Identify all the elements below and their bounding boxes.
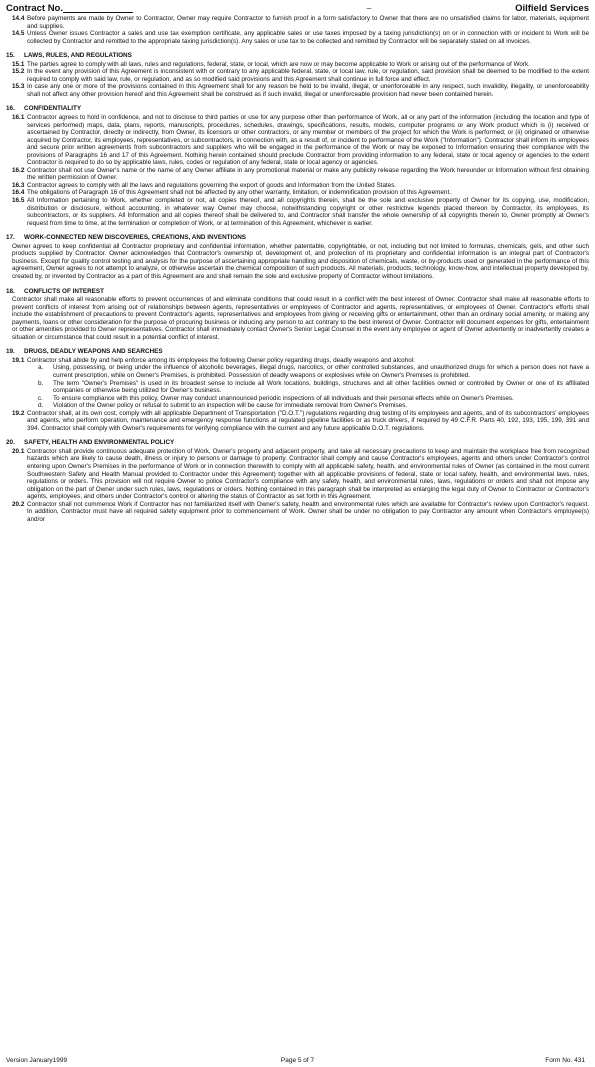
- section-2: [6, 105, 589, 227]
- paragraph-number: 16.3: [12, 181, 25, 189]
- section-number: 16.: [6, 105, 15, 113]
- paragraph-number: 14.4: [12, 15, 25, 22]
- paragraph-number: 19.1: [12, 356, 25, 364]
- section-number: 15.: [6, 52, 15, 60]
- paragraph-number: 15.3: [12, 83, 25, 91]
- paragraph: [6, 182, 589, 190]
- paragraph-number: 19.2: [12, 409, 25, 417]
- paragraph: [6, 30, 589, 45]
- section-title: [6, 52, 589, 60]
- paragraph-number: 20.2: [12, 500, 25, 508]
- paragraph: [6, 197, 589, 227]
- footer-version: Version January1999: [6, 1057, 68, 1064]
- handwritten-mark: ⌣: [366, 3, 372, 13]
- paragraph: [6, 167, 589, 182]
- section-number: 20.: [6, 439, 15, 447]
- sub-item-letter: a.: [38, 364, 44, 372]
- paragraph: [6, 357, 589, 365]
- paragraph: [6, 83, 589, 98]
- sub-item-text: To ensure compliance with this policy, Owner may conduct unannounced periodic inspections of all individuals and their personal effects while on Owner's Premises.: [53, 394, 514, 402]
- paragraph: [6, 114, 589, 167]
- paragraph-text: Contractor shall, at its own cost, comply with all applicable Department of Transportation ("D.O.T.") regulations regarding drug testing of its employees and agents, and of its subcontractors' employees and agents, who perform operation, maintenance and emergency response functions at regulated pipeline facilities or as truck drivers, if required by 49 C.F.R. Parts 40, 192, 193, 195, 199, 391 and 394. Contractor shall comply with Owner's requirements for verifying compliance with the current and any future applicable D.O.T. regulations.: [27, 409, 589, 432]
- paragraph-number: 20.1: [12, 447, 25, 455]
- paragraph-text: The parties agree to comply with all laws, rules and regulations, federal, state, or local, which are now or may become applicable to Work or arising out of the performance of Work.: [27, 60, 530, 68]
- sub-item-letter: b.: [38, 379, 44, 387]
- sub-item: [32, 395, 589, 403]
- section-title: [6, 439, 589, 447]
- section-1: [6, 52, 589, 98]
- company-name: Oilfield Services: [515, 3, 589, 14]
- paragraph-text: In the event any provision of this Agreement is inconsistent with or contrary to any applicable federal, state, or local law, rule, or regulation, said provision shall be deemed to be modified to the extent required to comply with said law, rule, or regulation, and as so modified said provisions and this Agreement shall continue in full force and effect.: [27, 68, 589, 83]
- footer-page-number: Page 5 of 7: [280, 1057, 315, 1064]
- contract-number-line: [63, 12, 133, 13]
- sub-item: [32, 364, 589, 379]
- paragraph-number: 14.5: [12, 30, 25, 38]
- section-heading: CONFLICTS OF INTEREST: [24, 287, 105, 295]
- paragraph-text: Contractor shall abide by and help enforce among its employees the following Owner policy regarding drugs, deadly weapons and alcohol:: [27, 356, 415, 364]
- paragraph: [6, 501, 589, 524]
- paragraph-number: 15.1: [12, 60, 25, 68]
- paragraph-text: In case any one or more of the provisions contained in this Agreement shall for any reason be held to be invalid, illegal, or unenforceable in any respect, such invalidity, illegality, or unenforceability shall not affect any other provision hereof and this Agreement shall be construed as if such invalid, illegal or unenforceable provision had never been contained herein.: [27, 83, 589, 98]
- paragraph-number: 16.1: [12, 114, 25, 122]
- paragraph-text: All Information pertaining to Work, whether completed or not, all copies thereof, and all copyrights therein, shall be the sole and exclusive property of Owner for its copying, use, modification, distribution or disclosure, without accounting, in whatever way Owner may choose, notwithstanding copyright or other restrictive legends placed thereon by Contractor, its employees, its subcontractors, or its suppliers. All Information and all copies thereof shall be delivered to, and Contractor shall transfer the whole ownership of all copyrights therein to, Owner promptly at Owner's request from time to time, at the termination or completion of Work, or at termination of this Agreement, whichever is earlier.: [27, 197, 589, 227]
- section-title: [6, 105, 589, 113]
- paragraph-text: Contractor shall not commence Work if Contractor has not familiarized itself with Owner's safety, health and environmental rules which are available for Contractor's review upon Contractor's request. In addition, Contractor must have all required safety equipment prior to commencement of Work. Owner shall be under no obligation to pay Contractor any amount when Contractor's employee(s) and/or: [27, 500, 589, 523]
- section-3: [6, 234, 589, 280]
- section-0: [6, 15, 589, 45]
- paragraph-number: 16.2: [12, 166, 25, 174]
- section-heading: DRUGS, DEADLY WEAPONS AND SEARCHES: [24, 348, 163, 356]
- paragraph-text: Unless Owner issues Contractor a sales and use tax exemption certificate, any applicable sales or use taxes imposed by a taxing jurisdiction(s) on or in connection with or incident to Work will be collected by Contractor and remitted to the appropriate taxing jurisdiction(s). Any sales or use tax to be collected and remitted by Contractor will be separately stated on all invoices.: [27, 30, 589, 45]
- sub-item-letter: d.: [38, 402, 44, 410]
- section-heading: LAWS, RULES, AND REGULATIONS: [24, 52, 132, 60]
- paragraph-text: Contractor agrees to hold in confidence, and not to disclose to third parties or use for any purpose other than performance of Work, all or any part of the information (including the location and type of services performed) maps, data, plans, reports, manuscripts, procedures, schedules, drawings, specifications, results, models, computer programs or any Work product which is (i) received or ascertained by Contractor, directly or indirectly, from Owner, its licensors or other contractors, or any member or members of the project for which the Work is performed; or (ii) originated or otherwise acquired by Contractor, its employees, representatives, or subcontractors, in connection with, as a result of, or incident to performance of the Work ("Information"). Contractor shall inform its employees and secure prior written agreements from subcontractors and suppliers who will be engaged in the performance of the Work or may be exposed to Information ensuring their compliance with the provisions of Paragraphs 16 and 17 of this Agreement. Nothing herein contained should preclude Contractor from providing information to any federal, state or local agency or agencies to the extent Contractor is required to do so by applicable laws, rules, codes or regulation of any federal, state or local agency or agencies.: [27, 114, 589, 167]
- section-title: [6, 348, 589, 356]
- contract-number-label: Contract No.: [6, 3, 63, 14]
- paragraph: [6, 448, 589, 501]
- section-title: [6, 288, 589, 296]
- section-heading: CONFIDENTIALITY: [24, 105, 82, 113]
- section-title: [6, 234, 589, 242]
- paragraph-text: Contractor agrees to comply with all the laws and regulations governing the export of goods and Information from the United States.: [27, 181, 397, 189]
- section-heading: WORK-CONNECTED NEW DISCOVERIES, CREATIONS, AND INVENTIONS: [24, 234, 247, 242]
- section-number: 18.: [6, 287, 15, 295]
- sub-item: [32, 380, 589, 395]
- paragraph: [6, 410, 589, 433]
- sub-item-text: Violation of the Owner policy or refusal to submit to an inspection will be cause for immediate removal from Owner's Premises.: [53, 402, 408, 410]
- footer-form-number: Form No. 431: [545, 1057, 585, 1064]
- paragraph-text: Contractor shall provide continuous adequate protection of Work, Owner's property and adjacent property, and take all necessary precautions to keep and maintain the workplace free from recognized hazards which are likely to cause death, illness or injury to persons or damage to property. Contractor shall comply and cause Contractor's employees, agents and others under Contractor's control entering upon Owner's Premises in the performance of Work or in connection therewith to comply with all applicable safety, health, and environmental rules of Owner (as contained in the most current Southwestern Safety and Health Manual provided to Contractor under this Agreement) together with all applicable provisions of federal, state or local safety, health, and environmental laws, rules, regulations or orders. This provision will not require Owner to police Contractor's compliance with any safety, health, and environmental rules, laws, regulations or orders and shall not impose any obligation on the part of Owner under such rules, laws, regulations or orders. Nothing contained in this paragraph shall be interpreted as enlarging the legal duty of Owner to Contractor or Contractor's agents, employees, and others under Contractor's control or altering the status of Contractor as set forth in this Agreement.: [27, 447, 589, 501]
- paragraph-text: Before payments are made by Owner to Contractor, Owner may require Contractor to furnish proof in a form satisfactory to Owner that there are no unsatisfied claims for labor, materials, equipment and supplies.: [27, 15, 589, 30]
- sub-item-letter: c.: [38, 394, 43, 402]
- paragraph-text: Contractor shall not use Owner's name or the name of any Owner affiliate in any promotional material or make any publicity release regarding the Work hereunder or Information without first obtaining the written permission of Owner.: [27, 166, 589, 182]
- section-heading: SAFETY, HEALTH AND ENVIRONMENTAL POLICY: [24, 439, 175, 447]
- sub-item-text: The term "Owner's Premises" is used in its broadest sense to include all Work locations, buildings, structures and all other facilities owned or controlled by Owner or one of its affiliated companies or otherwise being utilized for Owner's business.: [53, 379, 589, 395]
- paragraph: [6, 189, 589, 197]
- sub-item: [32, 402, 589, 410]
- paragraph-text: The obligations of Paragraph 16 of this Agreement shall not be affected by any other warranty, limitation, or indemnification provision of this Agreement.: [27, 189, 451, 197]
- paragraph: [6, 15, 589, 30]
- section-text: Contractor shall make all reasonable efforts to prevent occurrences of and eliminate conditions that could result in a conflict with the best interest of Owner. Contractor shall make all reasonable efforts to prevent conflicts of interest from arising out of relationships between agents, representatives or employees of Contractor and agents, representatives, or employees of Owner. Contractor's efforts shall include the establishment of precautions to prevent Contractor's agents, representatives and employees from giving or receiving gifts or entertainment, other than an ordinary social amenity, or making any payments, loans or other consideration for the purpose of procuring business or inducing any person to act contrary to the best interest of Owner. Contractor will document expenses for gifts, entertainment or other amenities provided to Owner representatives. Contractor shall immediately contact Owner's Senior Legal Counsel in the event any employee or agent of Owner advertently or inadvertently creates a situation or circumstance that could result in a potential conflict of interest.: [12, 296, 589, 341]
- paragraph-number: 16.5: [12, 197, 25, 205]
- document-body: [6, 15, 589, 523]
- section-5: [6, 348, 589, 432]
- paragraph-number: 15.2: [12, 68, 25, 76]
- section-text: Owner agrees to keep confidential all Contractor proprietary and confidential information, whether patentable, copyrightable, or not, including but not limited to formulas, chemicals, gels, and other such products supplied by Contractor. Owner acknowledges that Contractor's ownership of, development of, and protection of its proprietary and confidential information is an integral part of Contractor's business. Except for quality control testing and analysis for the purpose of ascertaining appropriate handling and disposition of chemicals, waste, or by-products used or generated in the performance of this agreement, Owner agrees to not attempt to analyze, or otherwise ascertain the chemical composition of such products. All materials, products, technology, know-how, and intellectual property developed by, created by, or invented by Contractor as a part of this Agreement are and shall remain the sole and exclusive property of Contractor without limitations.: [12, 242, 589, 280]
- sub-item-text: Using, possessing, or being under the influence of alcoholic beverages, illegal drugs, narcotics, or other controlled substances, and unauthorized drugs for which a person does not have a current prescription, while on Owner's Premises, is prohibited. Possession of deadly weapons or explosives while on Owner's Premises is prohibited.: [53, 364, 589, 379]
- section-4: [6, 288, 589, 342]
- paragraph: [6, 61, 589, 69]
- paragraph-number: 16.4: [12, 189, 25, 197]
- section-6: [6, 439, 589, 523]
- section-number: 17.: [6, 234, 15, 242]
- section-number: 19.: [6, 348, 15, 356]
- paragraph: [6, 68, 589, 83]
